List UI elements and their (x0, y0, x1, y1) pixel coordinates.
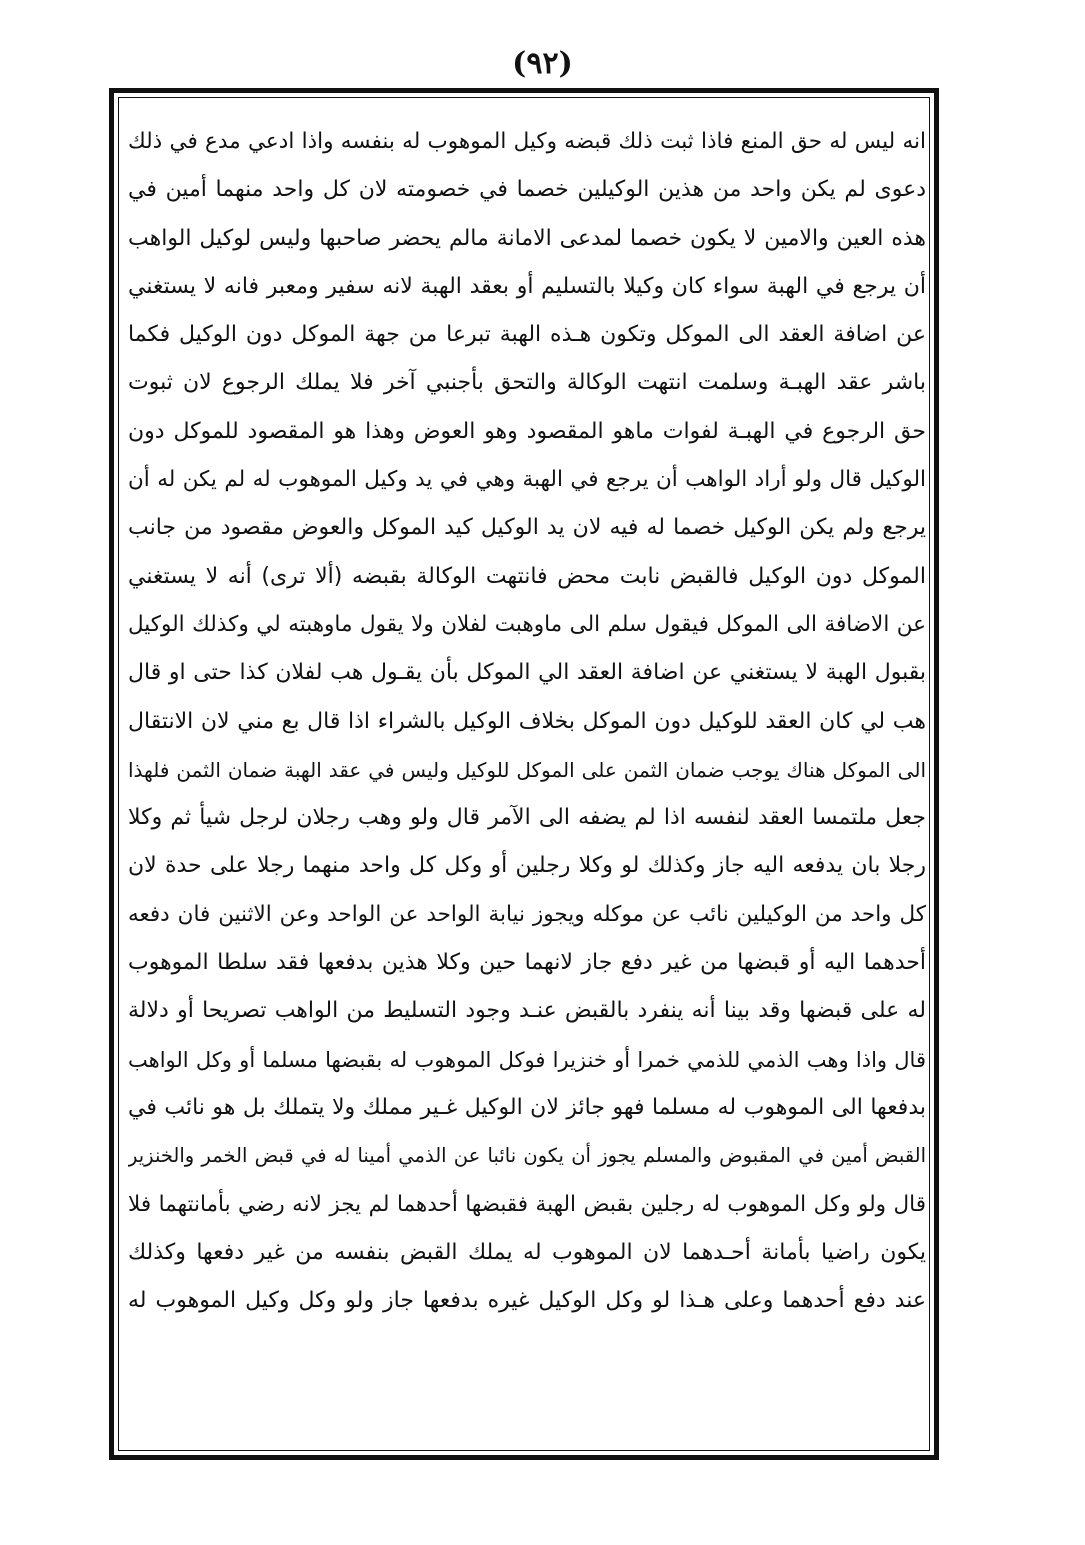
text-line-5: عن اضافة العقد الى الموكل وتكون هـذه الهبة تبرعا من جهة الموكل دون الوكيل فكما (128, 322, 926, 348)
text-line-11: عن الاضافة الى الموكل فيقول سلم الى ماوهبت لفلان ولا يقول ماوهبته لي وكذلك الوكيل (128, 611, 926, 637)
text-line-17: كل واحد من الوكيلين نائب عن موكله ويجوز نيابة الواحد عن الواحد وعن الاثنين فان دفعه (128, 901, 926, 927)
text-line-3: هذه العين والامين لا يكون خصما لمدعى الامانة مالم يحضر صاحبها وليس لوكيل الواهب (128, 225, 926, 251)
text-line-21: بدفعها الى الموهوب له مسلما فهو جائز لان الوكيل غـير مملك ولا يتملك بل هو نائب في (128, 1094, 926, 1120)
text-line-9: يرجع ولم يكن الوكيل خصما له فيه لان يد الوكيل كيد الموكل والعوض مقصود من جانب (128, 515, 926, 541)
text-line-20: قال واذا وهب الذمي للذمي خمرا أو خنزيرا فوكل الموهوب له بقبضها مسلما أو وكل الواهب (128, 1047, 926, 1072)
text-line-14: الى الموكل هناك يوجب ضمان الثمن على الموكل للوكيل وليس في عقد الهبة ضمان الثمن فلهذا (128, 757, 926, 782)
text-line-23: قال ولو وكل الموهوب له رجلين بقبض الهبة فقبضها أحدهما لم يجز لانه رضي بأمانتهما فلا (128, 1191, 926, 1217)
text-line-7: حق الرجوع في الهبـة لفوات ماهو المقصود وهو العوض وهذا هو المقصود للموكل دون (128, 418, 926, 444)
text-line-4: أن يرجع في الهبة سواء كان وكيلا بالتسليم أو بعقد الهبة لانه سفير ومعبر فانه لا يستغني (128, 273, 926, 299)
text-line-8: الوكيل قال ولو أراد الواهب أن يرجع في الهبة وهي في يد وكيل الموهوب له لم يكن له أن (128, 467, 926, 493)
text-line-16: رجلا بان يدفعه اليه جاز وكذلك لو وكلا رجلين أو وكل كل واحد منهما رجلا على حدة لان (128, 853, 926, 879)
text-line-1: انه ليس له حق المنع فاذا ثبت ذلك قبضه وكيل الموهوب له بنفسه واذا ادعي مدع في ذلك (128, 129, 926, 154)
text-line-10: الموكل دون الوكيل فالقبض نابت محض فانتهت الوكالة بقبضه (ألا ترى) أنه لا يستغني (128, 563, 926, 589)
text-line-22: القبض أمين في المقبوض والمسلم يجوز أن يكون نائبا عن الذمي أمينا له في قبض الخمر والخنزير (128, 1144, 926, 1168)
text-line-24: يكون راضيا بأمانة أحـدهما لان الموهوب له يملك القبض بنفسه من غير دفعها وكذلك (128, 1239, 926, 1265)
page-number: (٩٢) (512, 46, 573, 81)
text-line-12: بقبول الهبة لا يستغني عن اضافة العقد الي الموكل بأن يقـول هب لفلان كذا حتى او قال (128, 660, 926, 686)
text-line-13: هب لي كان العقد للوكيل دون الموكل بخلاف الوكيل بالشراء اذا قال بع مني لان الانتقال (128, 708, 926, 734)
main-text (128, 118, 926, 1453)
text-line-18: أحدهما اليه أو قبضها من غير دفع جاز لانهما حين وكلا هذين بدفعها فقد سلطا الموهوب (128, 950, 926, 976)
text-line-15: جعل ملتمسا العقد لنفسه اذا لم يضفه الى الآمر قال ولو وهب رجلان لرجل شيأ ثم وكلا (128, 805, 926, 831)
text-line-19: له على قبضها وقد بينا أنه ينفرد بالقبض عنـد وجود التسليط من الواهب تصريحا أو دلالة (128, 998, 926, 1024)
text-line-25: عند دفع أحدهما وعلى هـذا لو وكل الوكيل غيره بدفعها جاز ولو وكل وكيل الموهوب له (128, 1288, 926, 1314)
text-line-6: باشر عقد الهبـة وسلمت انتهت الوكالة والتحق بأجنبي آخر فلا يملك الرجوع لان ثبوت (128, 370, 926, 396)
text-line-2: دعوى لم يكن واحد من هذين الوكيلين خصما في خصومته لان كل واحد منهما أمين في (128, 177, 926, 203)
